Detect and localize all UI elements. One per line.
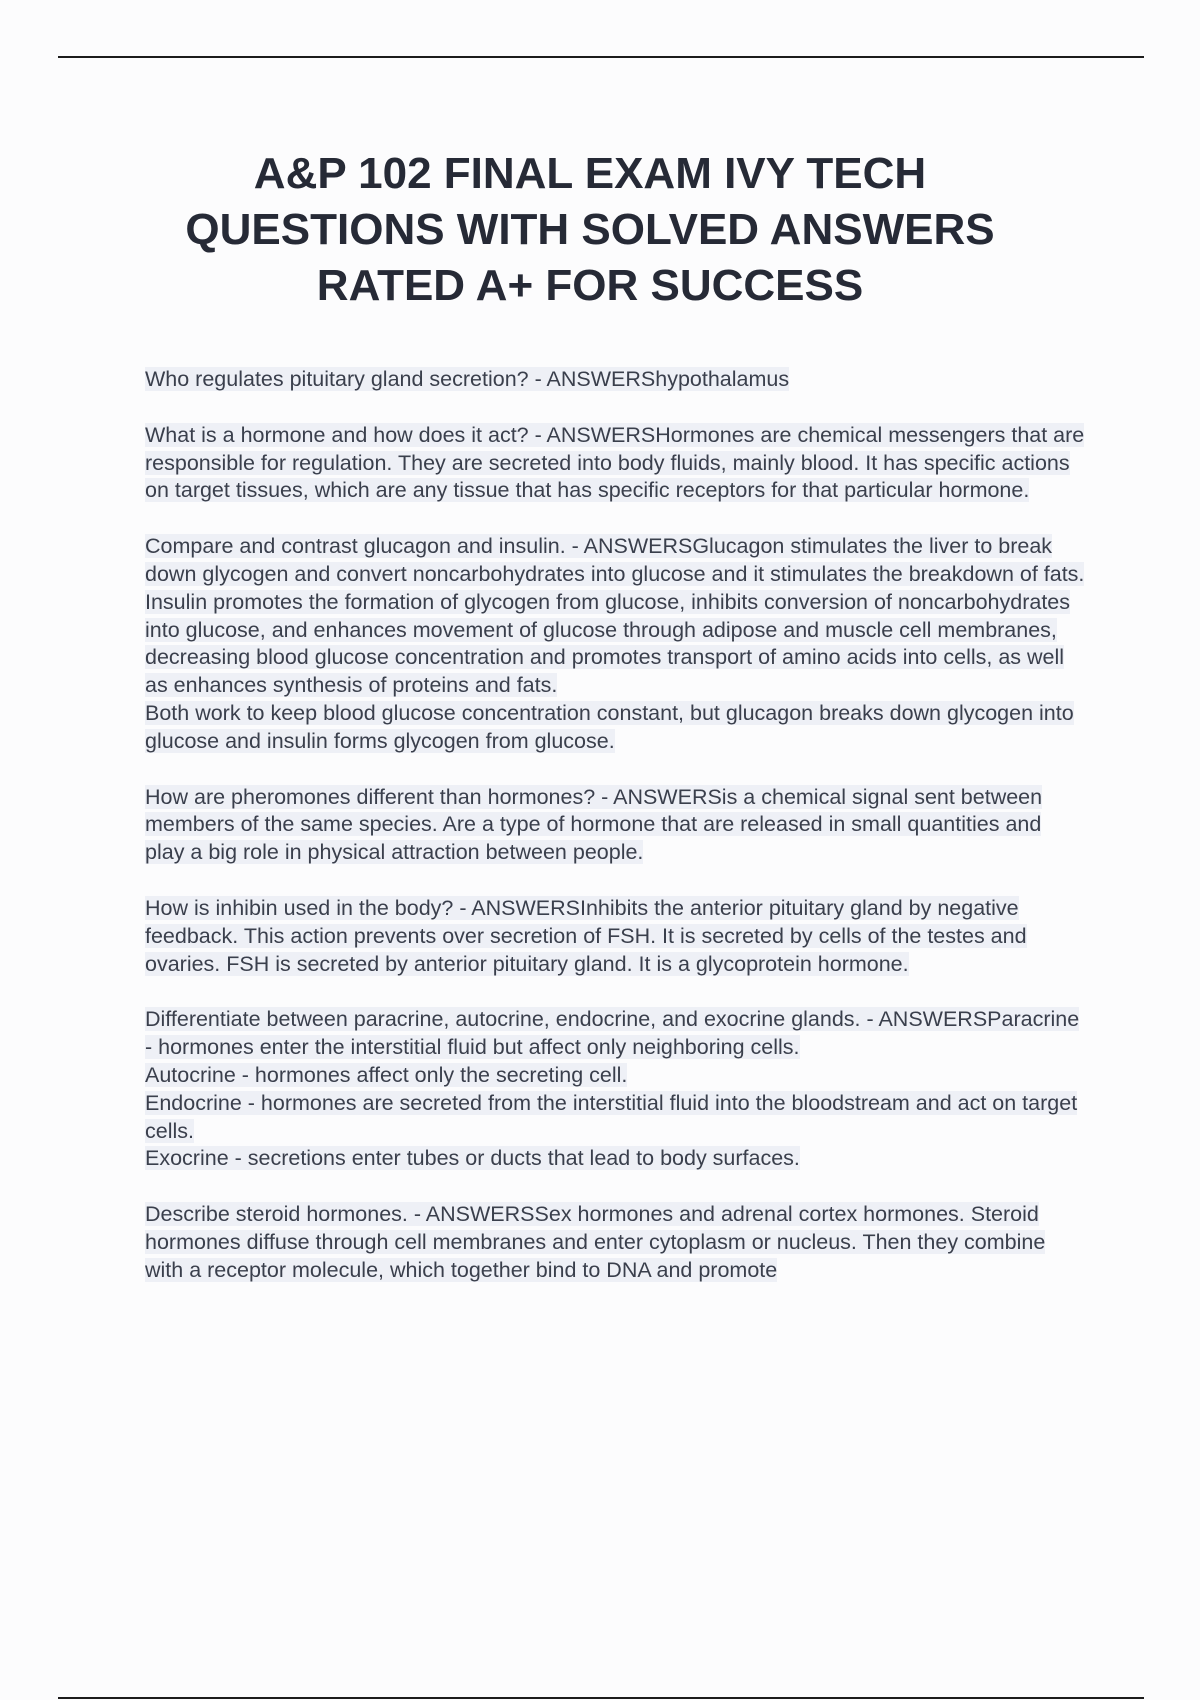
qa-text: Describe steroid hormones. - ANSWERSSex hormones and adrenal cortex hormones. Steroid hormones diffuse through cell membranes and enter cytoplasm or nucleus. Then they combine with a receptor molecule, which together bind to DNA and promote <box>145 1202 1046 1282</box>
qa-item-7 <box>145 1201 1085 1284</box>
qa-text: Compare and contrast glucagon and insulin. - ANSWERSGlucagon stimulates the liver to break down glycogen and convert noncarbohydrates into glucose and it stimulates the breakdown of fats. <box>145 534 1085 586</box>
qa-text: Insulin promotes the formation of glycogen from glucose, inhibits conversion of noncarbohydrates into glucose, and enhances movement of glucose through adipose and muscle cell membranes, decreasing blood glucose concentration and promotes transport of amino acids into cells, as well as enhances synthesis of proteins and fats. <box>145 589 1071 698</box>
qa-text: What is a hormone and how does it act? - ANSWERSHormones are chemical messengers that are responsible for regulation. They are secreted into body fluids, mainly blood. It has specific actions on target tissues, which are any tissue that has specific receptors for that particular hormone. <box>145 422 1085 503</box>
qa-text: How is inhibin used in the body? - ANSWERSInhibits the anterior pituitary gland by negative feedback. This action prevents over secretion of FSH. It is secreted by cells of the testes and ovaries. FSH is secreted by anterior pituitary gland. It is a glycoprotein hormone. <box>145 895 1027 976</box>
top-rule <box>58 56 1144 58</box>
qa-item-5 <box>145 895 1085 978</box>
qa-item-1 <box>145 366 1085 394</box>
qa-text: Endocrine - hormones are secreted from the interstitial fluid into the bloodstream and act on target cells. <box>145 1090 1078 1143</box>
qa-item-6 <box>145 1006 1085 1173</box>
qa-text: Both work to keep blood glucose concentration constant, but glucagon breaks down glycogen into glucose and insulin forms glycogen from glucose. <box>145 700 1074 753</box>
qa-text: Exocrine - secretions enter tubes or ducts that lead to body surfaces. <box>145 1146 800 1171</box>
qa-item-2 <box>145 422 1085 505</box>
qa-text: Differentiate between paracrine, autocrine, endocrine, and exocrine glands. - ANSWERSParacrine - hormones enter the interstitial fluid but affect only neighboring cells. <box>145 1007 1080 1060</box>
qa-text: How are pheromones different than hormones? - ANSWERSis a chemical signal sent between members of the same species. Are a type of hormone that are released in small quantities and play a big role in physical attraction between people. <box>145 784 1043 865</box>
qa-list <box>145 366 1085 1313</box>
qa-item-3 <box>145 533 1085 755</box>
bottom-rule <box>58 1697 1144 1699</box>
document-title: A&P 102 FINAL EXAM IVY TECH QUESTIONS WITH SOLVED ANSWERS RATED A+ FOR SUCCESS <box>185 149 995 310</box>
qa-text: Who regulates pituitary gland secretion? - ANSWERShypothalamus <box>145 367 790 391</box>
qa-text: Autocrine - hormones affect only the secreting cell. <box>145 1062 628 1087</box>
qa-item-4 <box>145 784 1085 867</box>
